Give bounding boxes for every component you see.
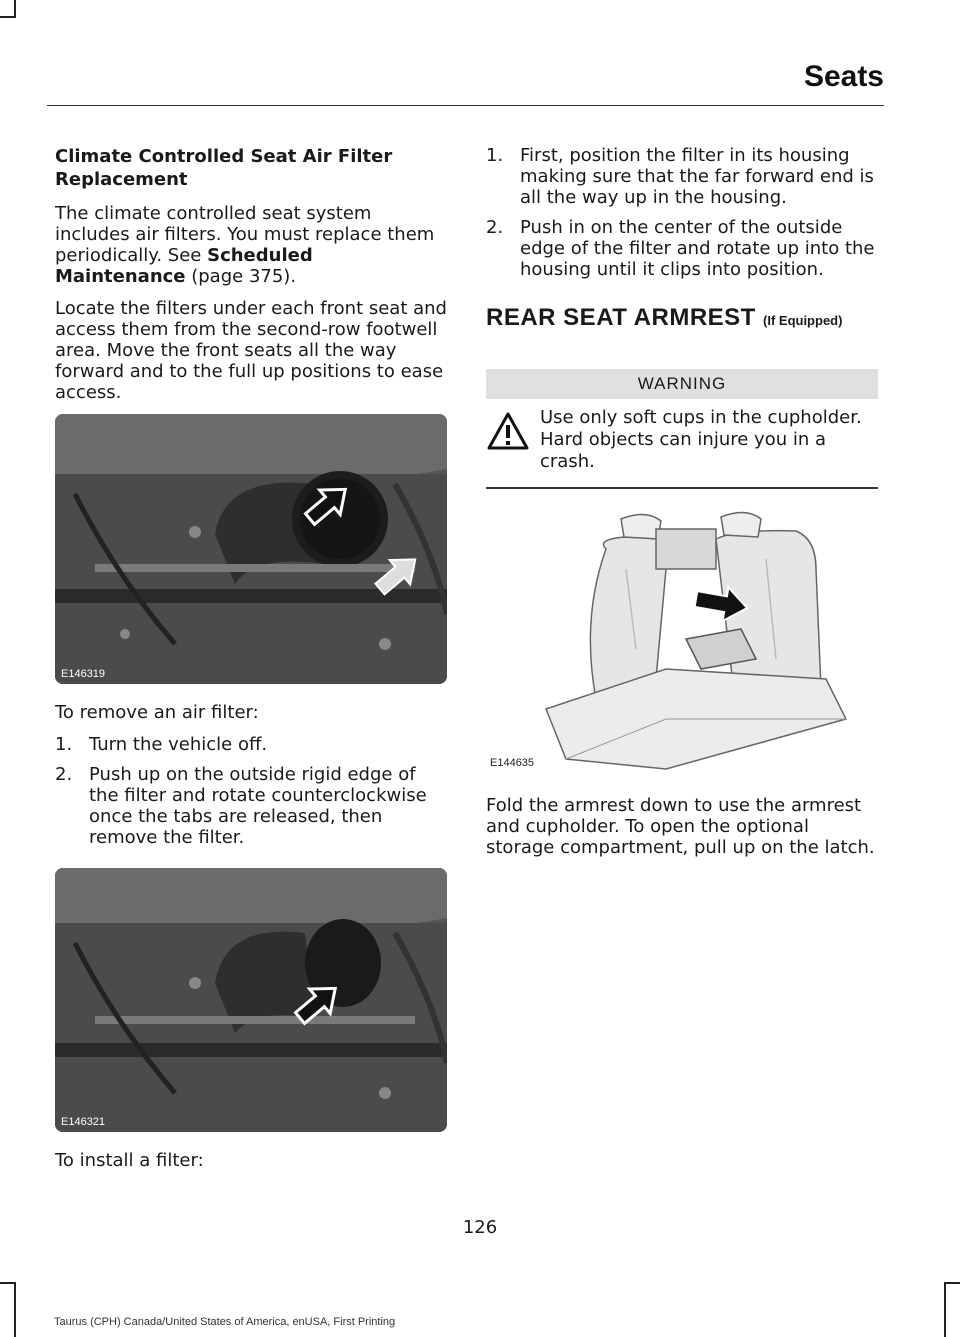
warning-triangle-icon: [486, 411, 536, 455]
intro-text: The climate controlled seat system includes air filters. You must replace them periodically. See: [55, 203, 435, 266]
crop-mark-bottom-right-h: [944, 1282, 960, 1284]
crop-mark-bottom-left-v: [14, 1282, 16, 1337]
page-reference: (page 375).: [185, 266, 297, 287]
warning-box: [486, 407, 878, 489]
crop-mark-bottom-right-v: [944, 1282, 946, 1337]
install-intro: To install a filter:: [55, 1150, 204, 1171]
intro-paragraph: [55, 203, 447, 287]
warning-text: Use only soft cups in the cupholder. Hard objects can injure you in a crash.: [540, 407, 862, 472]
remove-steps: [55, 734, 447, 848]
locate-paragraph: Locate the filters under each front seat and access them from the second-row footwell area. Move the front seats all the way forward and to the full up positions to ease access.: [55, 298, 447, 403]
crop-mark-bottom-left-h: [0, 1282, 16, 1284]
page-number: 126: [462, 1217, 498, 1238]
footer-text: Taurus (CPH) Canada/United States of America, enUSA, First Printing: [54, 1316, 396, 1328]
list-item: [55, 734, 447, 755]
crop-mark-top-left-h: [0, 16, 16, 18]
header-rule: [47, 105, 884, 106]
scheduled-maintenance-link[interactable]: Scheduled Maintenance: [55, 245, 313, 287]
filter-location-figure: [55, 414, 447, 684]
list-item: [486, 217, 878, 280]
warning-label: WARNING: [486, 369, 878, 399]
left-column: [55, 145, 447, 1182]
rear-seat-armrest-figure: [486, 509, 878, 779]
remove-intro: To remove an air filter:: [55, 702, 259, 723]
section-title-text: REAR SEAT ARMREST: [486, 304, 756, 331]
armrest-paragraph: Fold the armrest down to use the armrest and cupholder. To open the optional storage compartment, pull up on the latch.: [486, 795, 875, 858]
step-number: 1.: [55, 734, 73, 755]
filter-removal-figure: [55, 868, 447, 1132]
list-item: [486, 145, 878, 208]
list-item: [55, 764, 447, 848]
figure-code: E146321: [61, 1116, 106, 1128]
step-text: First, position the filter in its housing making sure that the far forward end is all the way up in the housing.: [520, 145, 874, 208]
page-title: Seats: [803, 60, 884, 93]
step-text: Push in on the center of the outside edge of the filter and rotate up into the housing until it clips into position.: [520, 217, 875, 280]
subheading: Climate Controlled Seat Air Filter Replacement: [55, 146, 393, 190]
figure-code: E144635: [490, 757, 535, 769]
right-column: [486, 145, 878, 869]
step-text: Turn the vehicle off.: [89, 734, 268, 755]
step-number: 2.: [486, 217, 504, 238]
section-title: [486, 304, 878, 335]
section-qualifier: (If Equipped): [763, 313, 843, 328]
step-text: Push up on the outside rigid edge of the filter and rotate counterclockwise once the tabs are released, then remove the filter.: [89, 764, 427, 848]
install-steps: [486, 145, 878, 280]
figure-code: E146319: [61, 668, 106, 680]
step-number: 2.: [55, 764, 73, 785]
step-number: 1.: [486, 145, 504, 166]
